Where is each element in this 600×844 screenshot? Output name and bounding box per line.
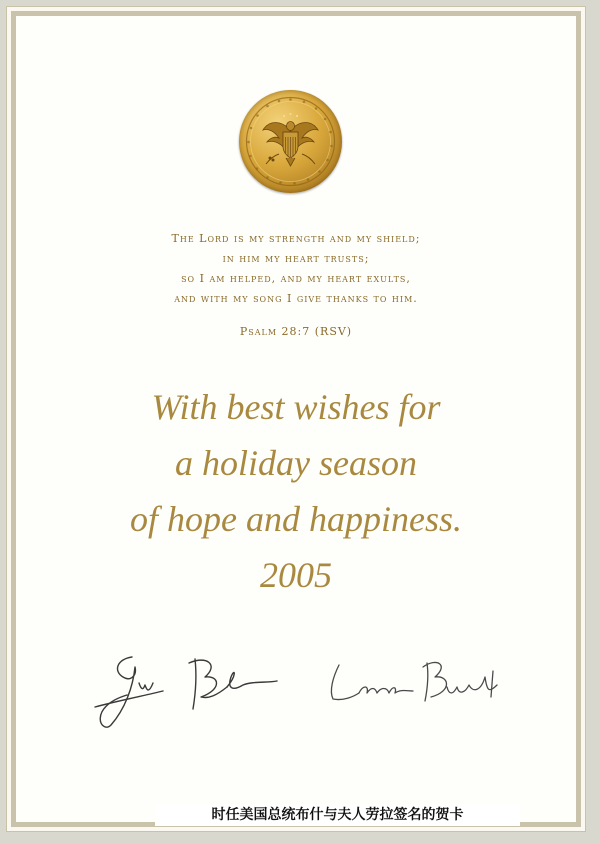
verse-line: The Lord is my strength and my shield; bbox=[171, 232, 421, 245]
signature-george-w-bush bbox=[95, 657, 277, 727]
greeting-card bbox=[6, 6, 586, 832]
psalm-verse bbox=[7, 229, 585, 309]
seal-emblem bbox=[239, 90, 342, 193]
signatures bbox=[77, 647, 517, 742]
verse-line: so I am helped, and my heart exults, bbox=[181, 272, 411, 285]
verse-line: in him my heart trusts; bbox=[222, 252, 370, 265]
greeting-line: With best wishes for bbox=[151, 387, 441, 427]
greeting-line: a holiday season bbox=[175, 443, 417, 483]
verse-line: and with my song I give thanks to him. bbox=[174, 292, 418, 305]
photo-caption: 时任美国总统布什与夫人劳拉签名的贺卡 bbox=[155, 804, 520, 826]
holiday-greeting bbox=[7, 379, 585, 603]
presidential-seal-icon bbox=[239, 90, 342, 193]
psalm-citation: Psalm 28:7 (RSV) bbox=[239, 325, 353, 338]
greeting-year: 2005 bbox=[260, 555, 332, 595]
greeting-line: of hope and happiness. bbox=[130, 499, 462, 539]
signature-laura-bush bbox=[331, 662, 497, 701]
